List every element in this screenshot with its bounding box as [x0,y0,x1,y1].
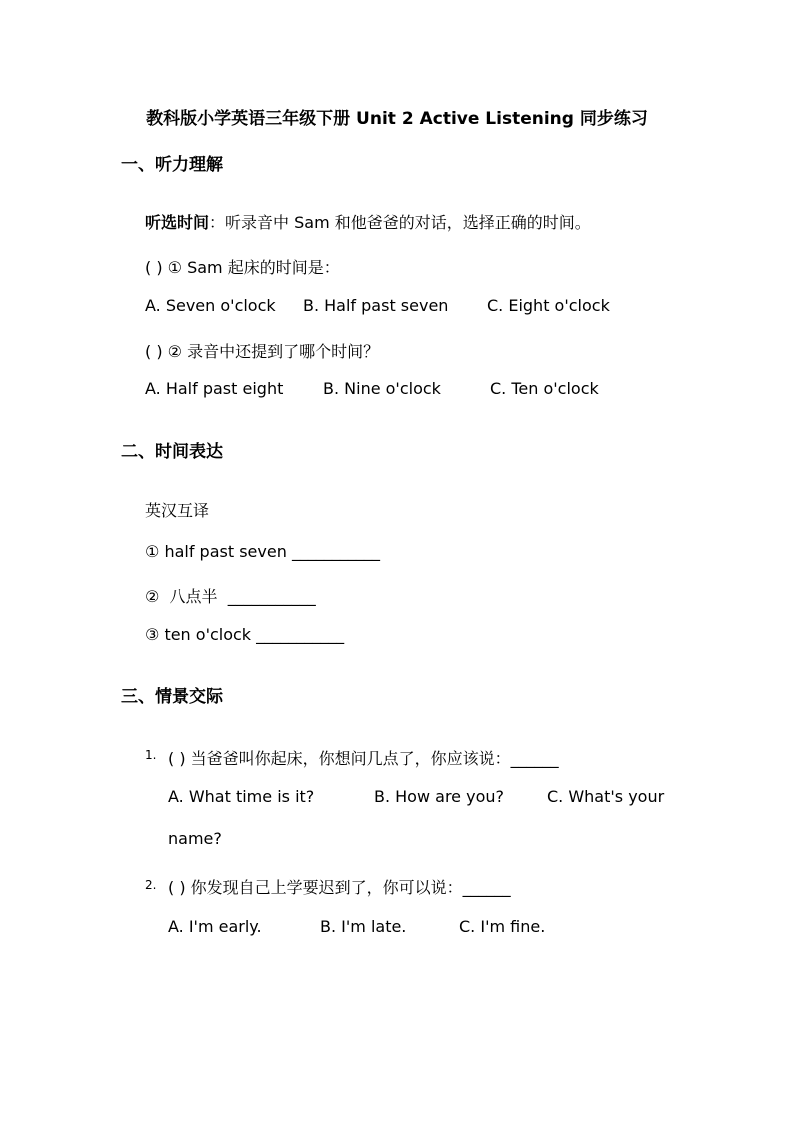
option-a: A. Half past eight [145,379,284,398]
option-c-wrap: name? [168,829,222,848]
answer-blank: ___________ [291,542,380,561]
section3-question-1 [168,746,559,769]
option-c: C. Eight o'clock [487,296,610,315]
answer-paren: ( ) [168,749,186,768]
section2-heading: 二、时间表达 [121,442,223,462]
section1-heading: 一、听力理解 [121,155,223,175]
translation-item [145,625,344,644]
option-c: C. I'm fine. [459,917,546,936]
translation-item [145,542,380,561]
option-b: B. I'm late. [320,917,407,936]
instruction-text: ：听录音中 Sam 和他爸爸的对话，选择正确的时间。 [209,213,591,232]
option-c: C. Ten o'clock [490,379,599,398]
section1-instruction [145,210,591,233]
option-c: C. What's your [547,787,665,806]
section1-question-1 [145,255,340,278]
section3-question-2 [168,875,511,898]
section2-subheading: 英汉互译 [145,501,210,520]
translation-item [145,584,316,607]
option-a: A. I'm early. [168,917,262,936]
item-text: ten o'clock [164,625,252,644]
question-number: 2. [145,878,157,892]
item-number: ③ [145,625,160,644]
question-text: 录音中还提到了哪个时间？ [187,342,380,361]
option-b: B. Nine o'clock [323,379,441,398]
answer-blank: ___________ [256,625,345,644]
option-b: B. Half past seven [303,296,449,315]
option-a: A. Seven o'clock [145,296,276,315]
section1-question-2 [145,339,379,362]
instruction-label: 听选时间 [145,213,210,232]
section3-heading: 三、情景交际 [121,687,223,707]
answer-paren: ( ) [168,878,186,897]
question-text: 你发现自己上学要迟到了，你可以说：______ [190,878,511,897]
question-text: 当爸爸叫你起床，你想问几点了，你应该说：______ [190,749,559,768]
option-b: B. How are you? [374,787,504,806]
question-text: Sam 起床的时间是： [187,258,340,277]
answer-paren: ( ) ② [145,342,182,361]
option-a: A. What time is it? [168,787,315,806]
item-text: half past seven [164,542,287,561]
answer-blank: ___________ [227,587,316,606]
question-number: 1. [145,748,157,762]
item-number: ① [145,542,160,561]
item-text: 八点半 [169,587,218,606]
item-number: ② [145,587,160,606]
answer-paren: ( ) ① [145,258,182,277]
page-title: 教科版小学英语三年级下册 Unit 2 Active Listening 同步练习 [146,109,648,129]
